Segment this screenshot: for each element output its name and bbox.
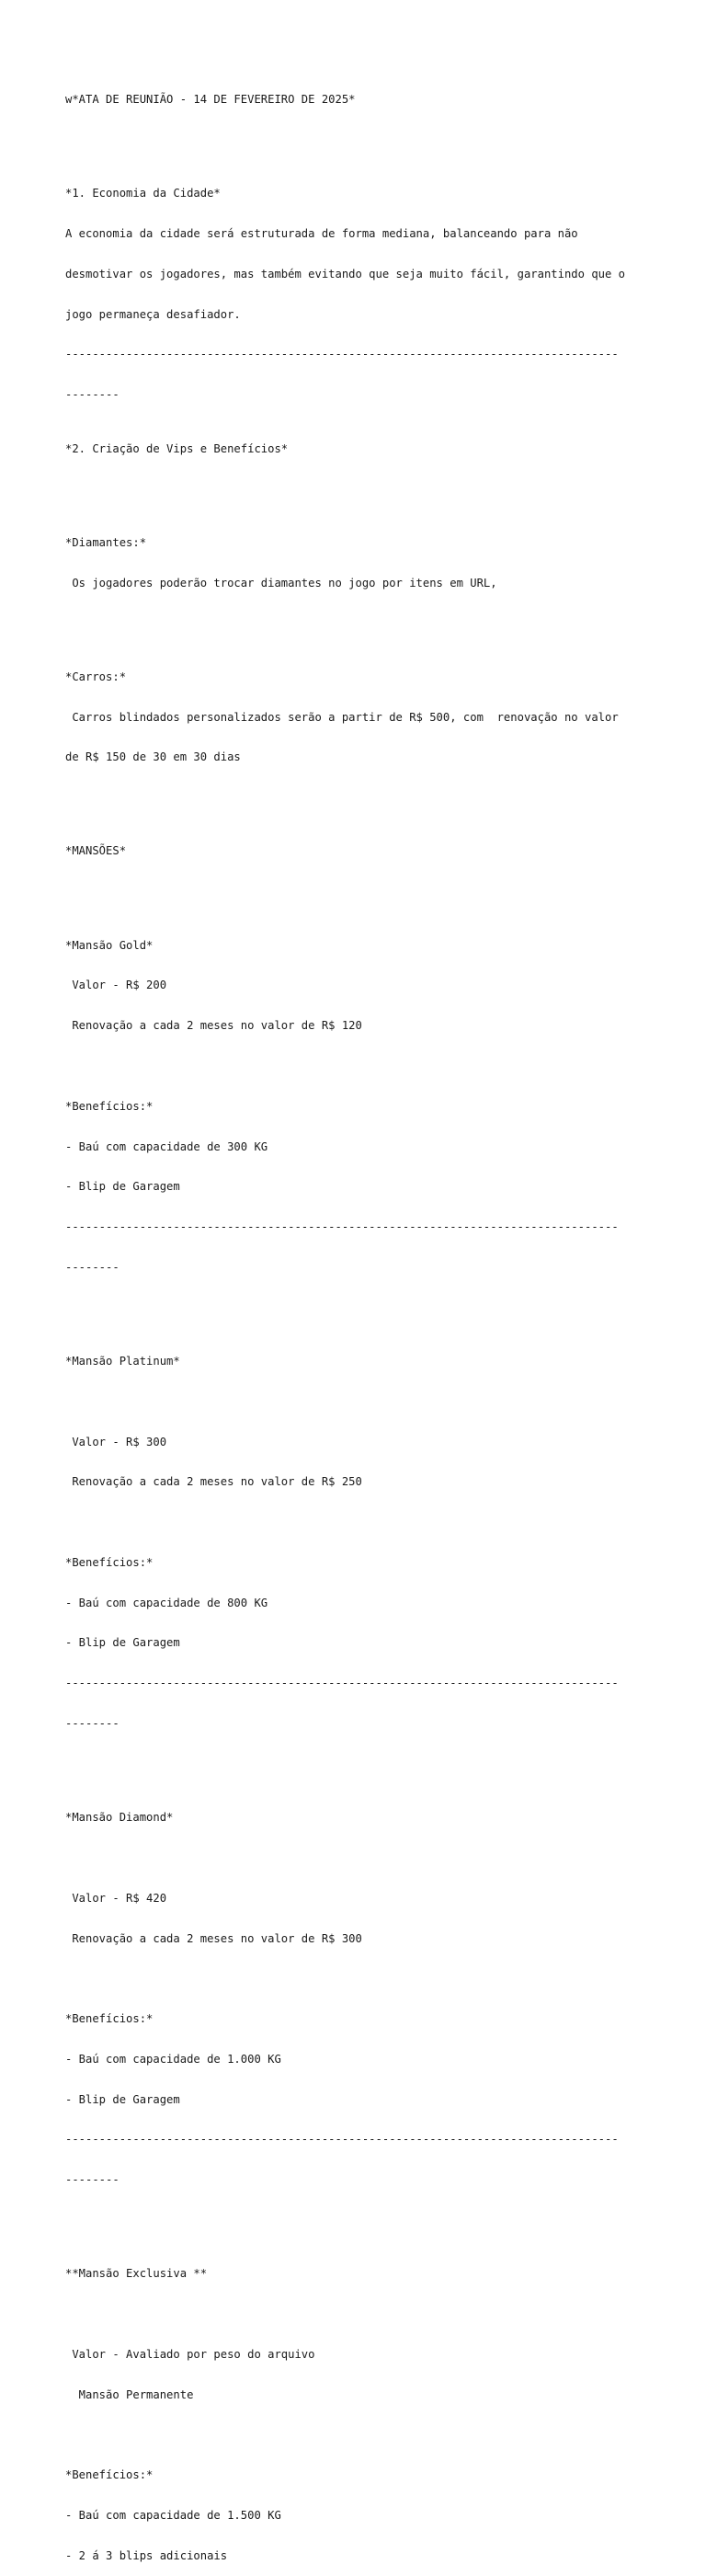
carros-text: de R$ 150 de 30 em 30 dias	[65, 750, 241, 764]
diamantes-heading: *Diamantes:*	[65, 535, 147, 549]
beneficio-item: - 2 á 3 blips adicionais	[65, 2548, 228, 2562]
mansao-gold-valor: Valor - R$ 200	[65, 979, 167, 992]
spacer	[65, 133, 654, 147]
beneficio-item: - Baú com capacidade de 1.000 KG	[65, 2052, 281, 2066]
document-title: w*ATA DE REUNIÃO - 14 DE FEVEREIRO DE 2025*	[65, 93, 356, 107]
section-1-text: A economia da cidade será estruturada de forma mediana, balanceando para não	[65, 227, 578, 241]
beneficios-heading: *Benefícios:*	[65, 2012, 154, 2026]
mansao-gold-heading: *Mansão Gold*	[65, 938, 154, 952]
beneficios-heading: *Benefícios:*	[65, 2468, 154, 2482]
section-2-heading: *2. Criação de Vips e Benefícios*	[65, 441, 289, 455]
spacer	[65, 1059, 654, 1073]
spacer	[65, 1395, 654, 1409]
divider-line: ----------------------------------------------------------------------------------	[65, 1220, 619, 1234]
spacer	[65, 482, 654, 496]
beneficio-item: - Baú com capacidade de 800 KG	[65, 1596, 268, 1609]
diamantes-text: Os jogadores poderão trocar diamantes no jogo por itens em URL,	[65, 576, 497, 590]
spacer	[65, 1301, 654, 1315]
mansoes-heading: *MANSÕES*	[65, 844, 127, 858]
spacer	[65, 2214, 654, 2227]
divider-line: ----------------------------------------------------------------------------------	[65, 2133, 619, 2147]
beneficio-item: - Blip de Garagem	[65, 1636, 180, 1650]
mansao-gold-renovacao: Renovação a cada 2 meses no valor de R$ 120	[65, 1019, 362, 1033]
spacer	[65, 1851, 654, 1865]
mansao-platinum-valor: Valor - R$ 300	[65, 1435, 167, 1448]
carros-text: Carros blindados personalizados serão a partir de R$ 500, com renovação no valor	[65, 710, 619, 724]
divider-line: ----------------------------------------------------------------------------------	[65, 1677, 619, 1690]
section-1-text: jogo permaneça desafiador.	[65, 307, 241, 321]
divider-line-tail: --------	[65, 1260, 120, 1274]
divider-line: ----------------------------------------------------------------------------------	[65, 348, 619, 361]
mansao-diamond-heading: *Mansão Diamond*	[65, 1811, 174, 1825]
divider-line-tail: --------	[65, 388, 120, 402]
beneficio-item: - Baú com capacidade de 1.500 KG	[65, 2509, 281, 2523]
section-1-heading: *1. Economia da Cidade*	[65, 187, 221, 200]
spacer	[65, 616, 654, 630]
beneficio-item: - Baú com capacidade de 300 KG	[65, 1139, 268, 1153]
mansao-platinum-renovacao: Renovação a cada 2 meses no valor de R$ 250	[65, 1475, 362, 1489]
mansao-exclusiva-heading: **Mansão Exclusiva **	[65, 2267, 208, 2281]
spacer	[65, 791, 654, 805]
mansao-platinum-heading: *Mansão Platinum*	[65, 1355, 180, 1368]
divider-line-tail: --------	[65, 1717, 120, 1731]
beneficios-heading: *Benefícios:*	[65, 1099, 154, 1113]
spacer	[65, 1757, 654, 1771]
mansao-exclusiva-permanente: Mansão Permanente	[65, 2387, 194, 2401]
mansao-diamond-renovacao: Renovação a cada 2 meses no valor de R$ 300	[65, 1931, 362, 1945]
spacer	[65, 2429, 654, 2443]
document-page	[65, 66, 654, 2576]
mansao-diamond-valor: Valor - R$ 420	[65, 1891, 167, 1905]
carros-heading: *Carros:*	[65, 670, 127, 683]
divider-line-tail: --------	[65, 2173, 120, 2187]
spacer	[65, 885, 654, 899]
mansao-exclusiva-valor: Valor - Avaliado por peso do arquivo	[65, 2347, 315, 2361]
spacer	[65, 2307, 654, 2321]
beneficio-item: - Blip de Garagem	[65, 2092, 180, 2106]
section-1-text: desmotivar os jogadores, mas também evitando que seja muito fácil, garantindo que o	[65, 267, 626, 280]
beneficio-item: - Blip de Garagem	[65, 1180, 180, 1194]
beneficios-heading: *Benefícios:*	[65, 1555, 154, 1569]
spacer	[65, 1972, 654, 1986]
spacer	[65, 1516, 654, 1529]
